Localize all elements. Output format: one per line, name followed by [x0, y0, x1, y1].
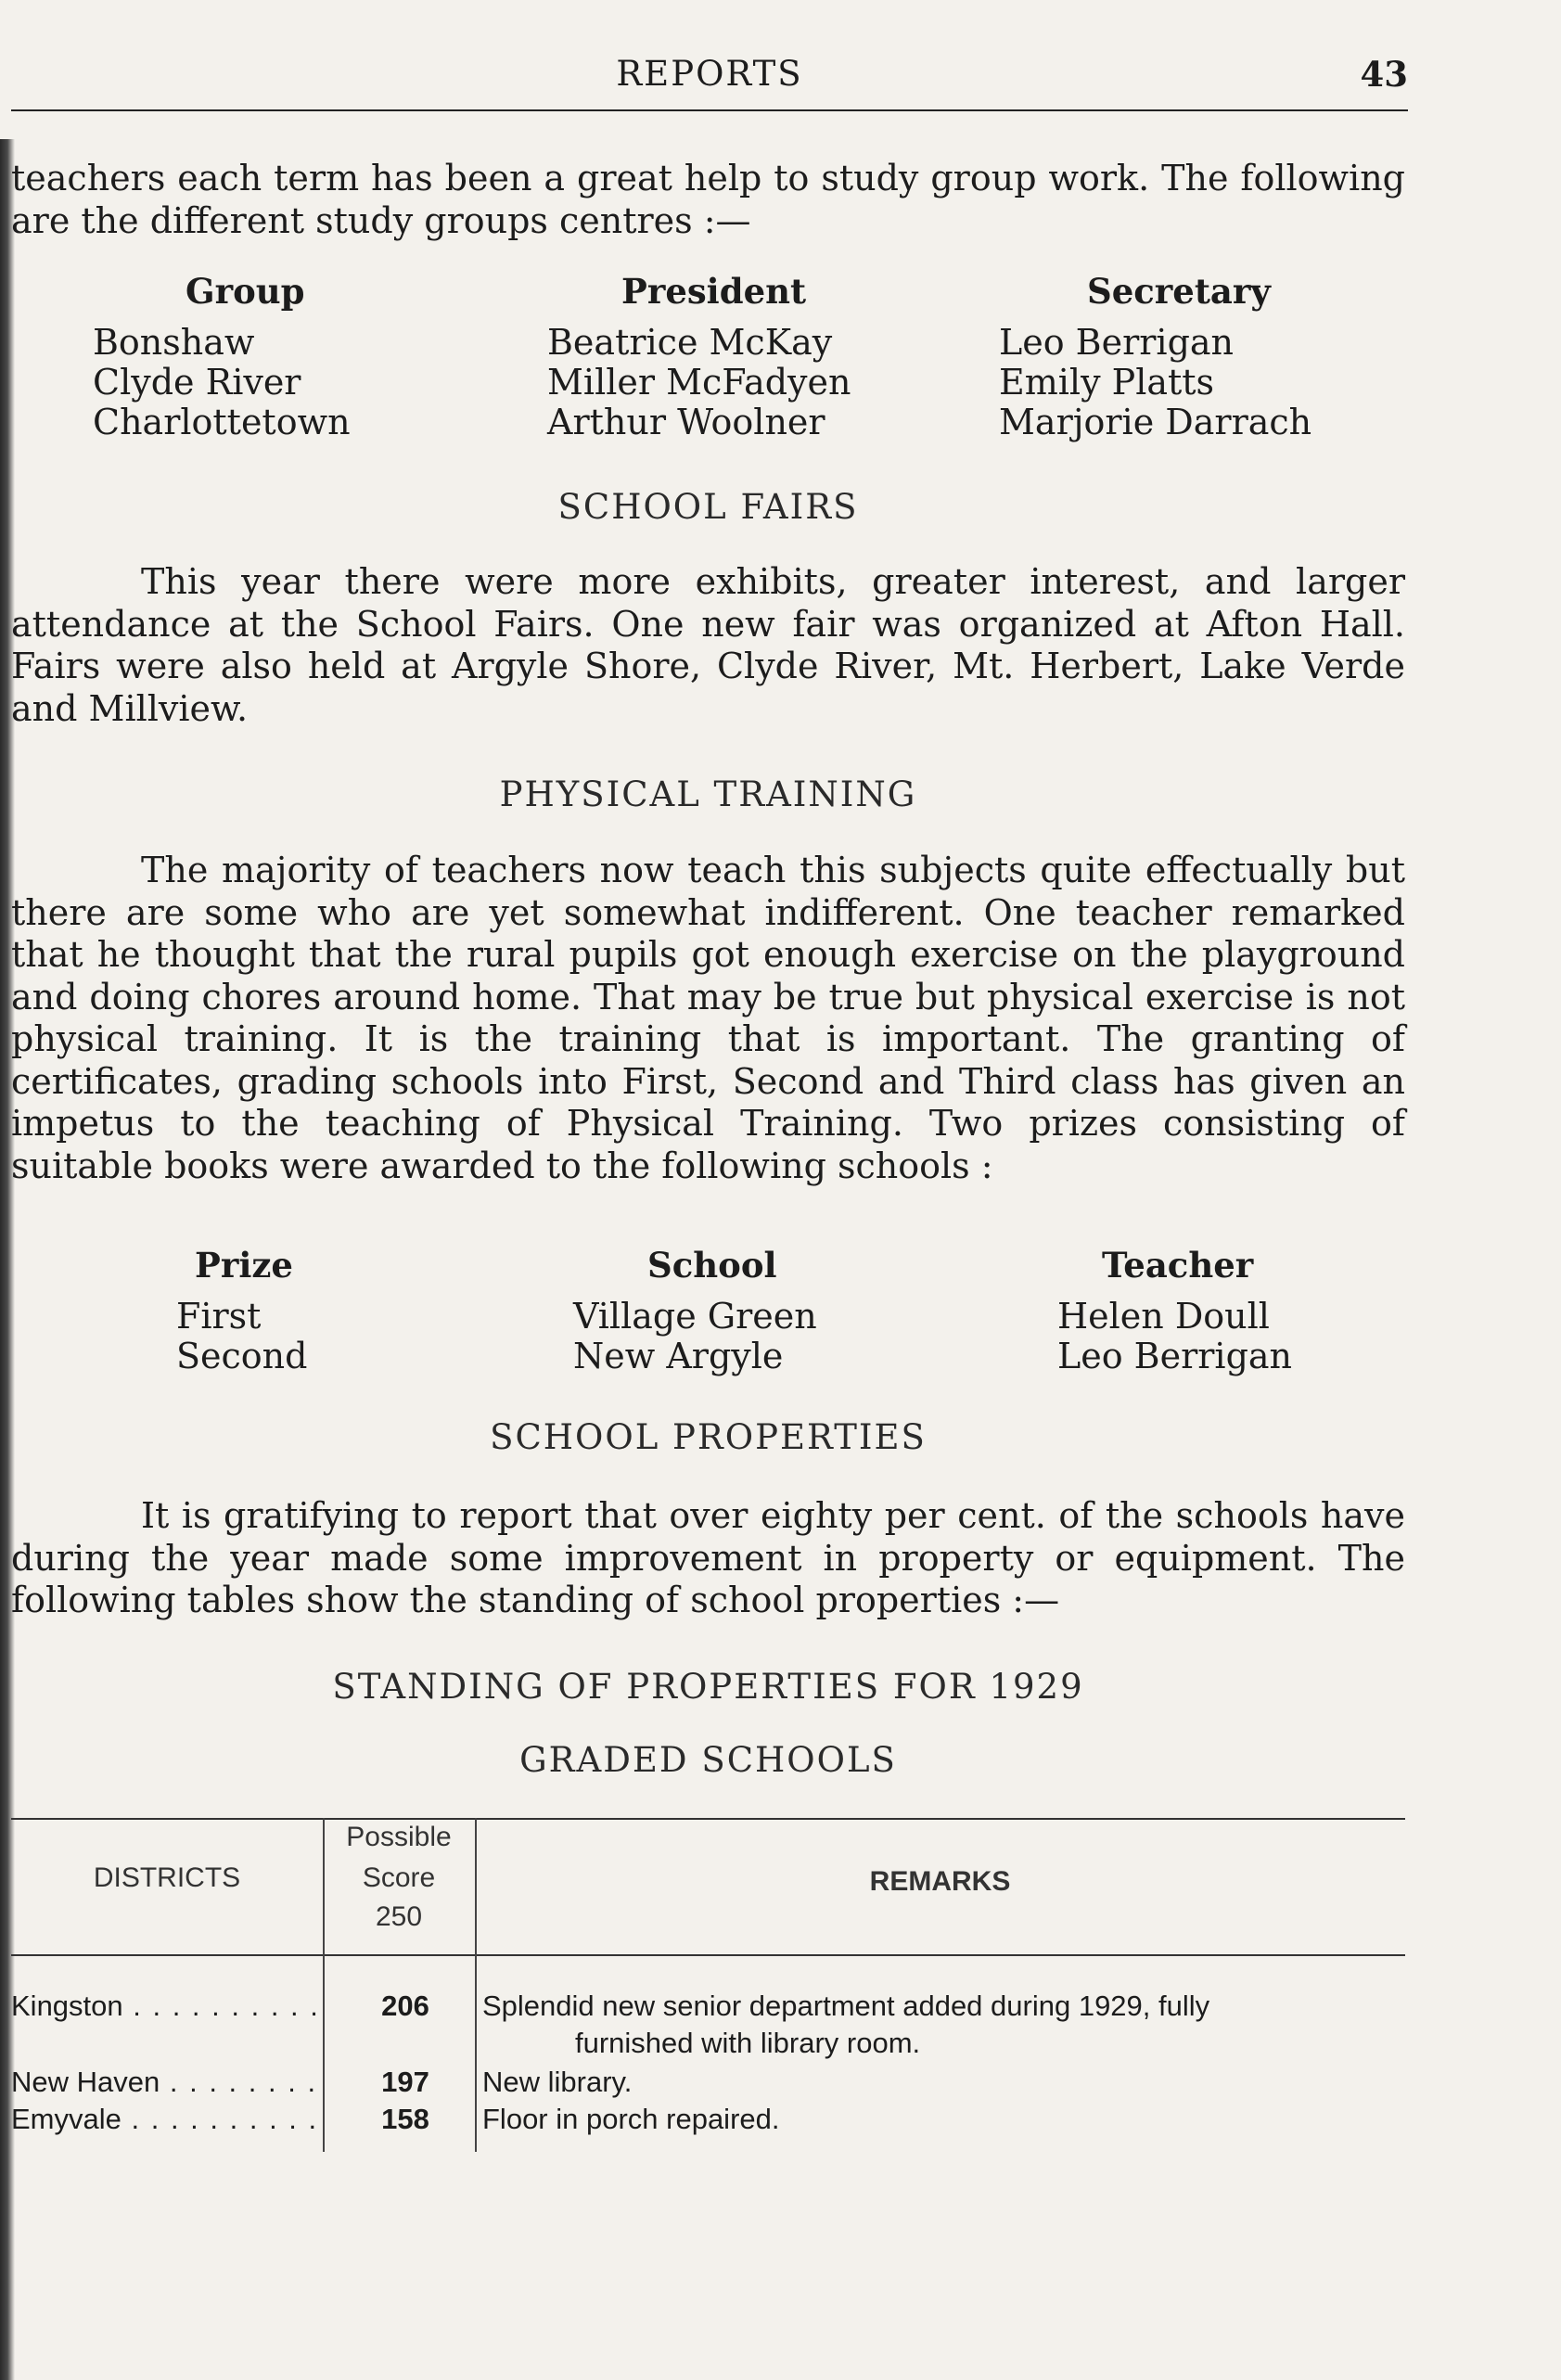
- district-name: Kingston . . .: [11, 1988, 317, 2025]
- running-title: REPORTS: [616, 54, 803, 94]
- president-cell: Beatrice McKay: [547, 322, 833, 363]
- running-header: [11, 54, 1408, 111]
- section-heading-school-properties: SCHOOL PROPERTIES: [490, 1417, 927, 1457]
- secretary-cell: Marjorie Darrach: [999, 402, 1312, 442]
- president-column: [547, 272, 851, 442]
- group-column: [93, 272, 351, 442]
- header-districts: DISTRICTS: [93, 1862, 241, 1893]
- school-column: [573, 1246, 817, 1376]
- district-remark: [482, 1988, 1405, 2062]
- secretary-cell: Emily Platts: [999, 362, 1215, 403]
- district-score: 197: [381, 2066, 429, 2098]
- paragraph-school-fairs: This year there were more exhibits, greater interest, and larger attendance at the School Fairs. One new fair was organized at Afton Hall. Fairs were also held at Argyle Shore, Clyde River, Mt. Herbert, Lake Verde and Millview.: [11, 561, 1405, 729]
- president-cell: Miller McFadyen: [547, 362, 851, 403]
- prize-cell: Second: [176, 1336, 308, 1376]
- header-possible: Possible: [346, 1822, 452, 1852]
- district-score: 206: [381, 1990, 429, 2022]
- prize-cell: First: [176, 1296, 262, 1337]
- prize-header: Prize: [195, 1245, 293, 1286]
- district-remark: Floor in porch repaired.: [482, 2103, 780, 2135]
- district-name: Emyvale . . .: [11, 2101, 317, 2138]
- remark-line: Splendid new senior department added during 1929, fully: [482, 1990, 1210, 2022]
- properties-table: [11, 1818, 1405, 2152]
- study-groups-table: [0, 272, 1391, 448]
- section-heading-school-fairs: SCHOOL FAIRS: [557, 487, 859, 527]
- paragraph-school-properties: It is gratifying to report that over eighty per cent. of the schools have during the year made some improvement in property or equipment. The following tables show the standing of school properties :—: [11, 1495, 1405, 1620]
- table-title-standing: STANDING OF PROPERTIES FOR 1929: [332, 1667, 1084, 1707]
- school-cell: Village Green: [573, 1296, 817, 1337]
- teacher-cell: Helen Doull: [1057, 1296, 1270, 1337]
- teacher-header: Teacher: [1102, 1245, 1254, 1286]
- prize-column: [176, 1246, 307, 1376]
- group-cell: Charlottetown: [93, 402, 351, 442]
- secretary-cell: Leo Berrigan: [999, 322, 1235, 363]
- paragraph-physical-training: The majority of teachers now teach this subjects quite effectually but there are some who are yet somewhat indifferent. One teacher remarked that he thought that the rural pupils got enough exercise on the playground and doing chores around home. That may be true but physical exercise is not physical training. It is the training that is important. The granting of certificates, grading schools into First, Second and Third class has given an impetus to the teaching of Physical Training. Two prizes consisting of suitable books were awarded to the following schools :: [11, 850, 1405, 1186]
- president-cell: Arthur Woolner: [547, 402, 825, 442]
- group-cell: Bonshaw: [93, 322, 255, 363]
- table-subtitle-graded-schools: GRADED SCHOOLS: [519, 1740, 897, 1780]
- president-header: President: [621, 271, 807, 312]
- secretary-column: [999, 272, 1311, 442]
- header-score: Score: [362, 1862, 436, 1893]
- school-cell: New Argyle: [573, 1336, 784, 1376]
- district-remark: New library.: [482, 2066, 633, 2098]
- district-score: 158: [381, 2103, 429, 2135]
- group-cell: Clyde River: [93, 362, 301, 403]
- district-name: New Haven . . .: [11, 2064, 317, 2101]
- section-heading-physical-training: PHYSICAL TRAINING: [499, 774, 917, 814]
- teacher-column: [1057, 1246, 1292, 1376]
- secretary-header: Secretary: [1087, 271, 1271, 312]
- page-number: 43: [1360, 54, 1408, 95]
- group-header: Group: [186, 271, 305, 312]
- header-score-max: 250: [375, 1901, 423, 1932]
- table-top-rule: [11, 1818, 1405, 1820]
- school-header: School: [647, 1245, 777, 1286]
- header-remarks: REMARKS: [869, 1866, 1011, 1897]
- table-header-rule: [11, 1954, 1405, 1956]
- teacher-cell: Leo Berrigan: [1057, 1336, 1293, 1376]
- prizes-table: [0, 1246, 1391, 1385]
- remark-line: furnished with library room.: [575, 2027, 921, 2059]
- paragraph-study-groups: teachers each term has been a great help to study group work. The following are the different study groups centres :—: [11, 158, 1405, 241]
